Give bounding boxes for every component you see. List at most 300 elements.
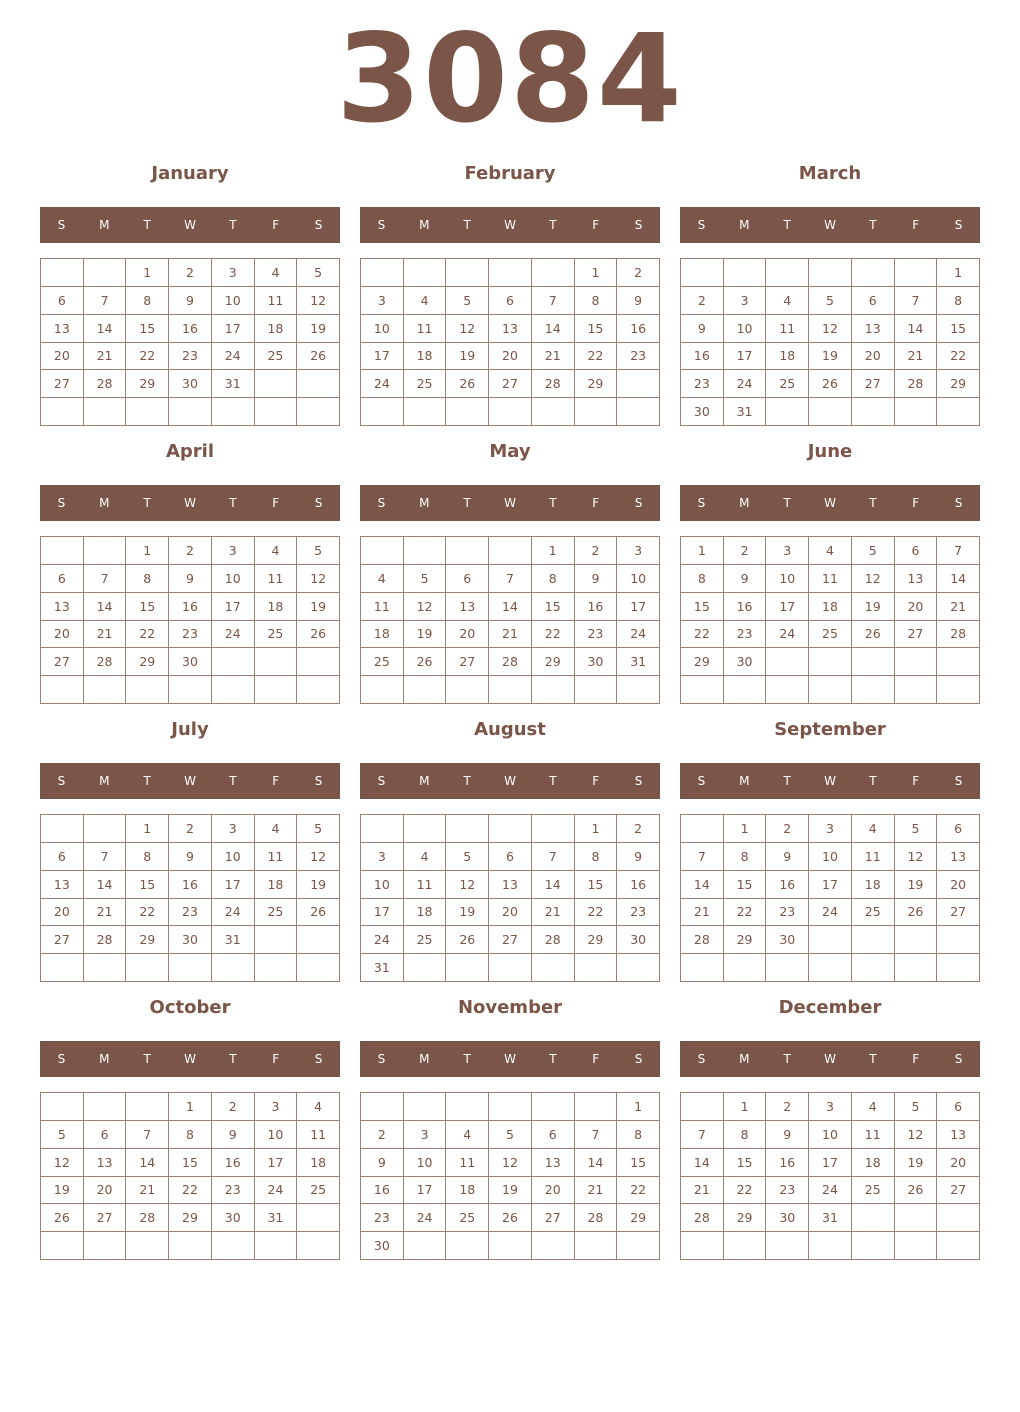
day-cell: 24 (404, 1204, 447, 1232)
empty-cell (404, 676, 447, 704)
day-cell: 16 (617, 871, 660, 899)
day-cell: 23 (681, 370, 724, 398)
day-cell: 26 (446, 370, 489, 398)
weekday-label: M (419, 1052, 430, 1066)
day-cell: 3 (809, 815, 852, 843)
weekday-label: F (592, 496, 600, 510)
day-cell: 30 (361, 1232, 404, 1260)
empty-cell (169, 676, 212, 704)
empty-cell (766, 676, 809, 704)
day-cell: 26 (489, 1204, 532, 1232)
day-cell: 29 (681, 648, 724, 676)
day-cell: 12 (446, 315, 489, 343)
weekday-header (360, 485, 660, 521)
weekday-header (40, 1041, 340, 1077)
year-title: 3084 (336, 8, 684, 150)
day-cell: 20 (41, 899, 84, 927)
day-cell: 15 (724, 1149, 767, 1177)
day-cell: 21 (84, 899, 127, 927)
day-cell: 12 (809, 315, 852, 343)
empty-cell (169, 1232, 212, 1260)
day-cell: 2 (169, 815, 212, 843)
day-cell: 26 (446, 926, 489, 954)
day-cell: 22 (724, 899, 767, 927)
day-cell: 17 (404, 1177, 447, 1205)
weekday-label: M (739, 496, 750, 510)
day-cell: 18 (297, 1149, 340, 1177)
day-cell: 9 (361, 1149, 404, 1177)
empty-cell (297, 398, 340, 426)
day-cell: 28 (84, 648, 127, 676)
day-cell: 24 (809, 1177, 852, 1205)
day-cell: 26 (895, 899, 938, 927)
day-cell: 3 (724, 287, 767, 315)
day-cell: 31 (724, 398, 767, 426)
empty-cell (681, 815, 724, 843)
day-cell: 5 (41, 1121, 84, 1149)
empty-cell (41, 676, 84, 704)
day-cell: 2 (575, 537, 618, 565)
day-cell: 20 (937, 1149, 980, 1177)
day-cell: 12 (297, 843, 340, 871)
day-cell: 13 (937, 843, 980, 871)
day-cell: 5 (297, 259, 340, 287)
empty-cell (852, 926, 895, 954)
day-cell: 27 (41, 648, 84, 676)
day-cell: 23 (766, 899, 809, 927)
day-cell: 14 (532, 315, 575, 343)
day-cell: 6 (532, 1121, 575, 1149)
day-cell: 6 (937, 1093, 980, 1121)
empty-cell (937, 398, 980, 426)
empty-cell (766, 398, 809, 426)
empty-cell (937, 1204, 980, 1232)
day-cell: 25 (766, 370, 809, 398)
empty-cell (41, 1232, 84, 1260)
day-cell: 5 (489, 1121, 532, 1149)
empty-cell (297, 1204, 340, 1232)
day-cell: 14 (937, 565, 980, 593)
day-cell: 3 (361, 287, 404, 315)
day-cell: 17 (361, 343, 404, 371)
day-cell: 10 (212, 287, 255, 315)
day-cell: 18 (766, 343, 809, 371)
day-cell: 11 (766, 315, 809, 343)
empty-cell (895, 926, 938, 954)
day-cell: 27 (41, 370, 84, 398)
day-cell: 17 (809, 871, 852, 899)
empty-cell (446, 1232, 489, 1260)
day-cell: 9 (681, 315, 724, 343)
day-cell: 19 (297, 315, 340, 343)
day-cell: 14 (84, 871, 127, 899)
day-cell: 14 (84, 593, 127, 621)
day-cell: 8 (126, 287, 169, 315)
day-cell: 14 (489, 593, 532, 621)
weekday-label: T (463, 774, 471, 788)
empty-cell (852, 259, 895, 287)
day-cell: 28 (84, 370, 127, 398)
weekday-label: T (783, 774, 791, 788)
weekday-label: T (143, 218, 151, 232)
day-cell: 30 (681, 398, 724, 426)
day-cell: 17 (212, 871, 255, 899)
empty-cell (212, 398, 255, 426)
month-title: October (149, 997, 231, 1018)
month-title: May (489, 441, 531, 462)
day-cell: 23 (169, 621, 212, 649)
day-cell: 28 (575, 1204, 618, 1232)
empty-cell (255, 648, 298, 676)
day-cell: 14 (84, 315, 127, 343)
empty-cell (617, 370, 660, 398)
empty-cell (895, 676, 938, 704)
day-cell: 22 (617, 1177, 660, 1205)
day-cell: 4 (255, 815, 298, 843)
day-cell: 7 (532, 843, 575, 871)
empty-cell (41, 259, 84, 287)
day-cell: 7 (895, 287, 938, 315)
day-cell: 13 (895, 565, 938, 593)
day-cell: 15 (681, 593, 724, 621)
weekday-label: W (504, 1052, 516, 1066)
empty-cell (126, 676, 169, 704)
weekday-label: S (57, 1052, 66, 1066)
empty-cell (404, 537, 447, 565)
day-cell: 24 (724, 370, 767, 398)
day-cell: 23 (575, 621, 618, 649)
day-grid (40, 258, 340, 426)
day-cell: 20 (489, 899, 532, 927)
day-cell: 4 (446, 1121, 489, 1149)
day-cell: 1 (126, 259, 169, 287)
day-cell: 28 (681, 926, 724, 954)
weekday-label: S (634, 218, 643, 232)
day-cell: 25 (852, 1177, 895, 1205)
day-cell: 23 (212, 1177, 255, 1205)
day-cell: 31 (255, 1204, 298, 1232)
empty-cell (126, 1232, 169, 1260)
weekday-label: F (592, 218, 600, 232)
day-cell: 1 (724, 1093, 767, 1121)
day-cell: 21 (681, 1177, 724, 1205)
day-grid (680, 536, 980, 704)
weekday-label: W (184, 1052, 196, 1066)
weekday-header (680, 763, 980, 799)
day-cell: 16 (361, 1177, 404, 1205)
empty-cell (532, 954, 575, 982)
day-cell: 24 (212, 899, 255, 927)
weekday-label: S (314, 218, 323, 232)
day-cell: 17 (212, 593, 255, 621)
month-title: April (165, 441, 215, 462)
empty-cell (937, 926, 980, 954)
day-cell: 6 (489, 287, 532, 315)
weekday-label: M (739, 774, 750, 788)
day-cell: 26 (41, 1204, 84, 1232)
weekday-label: S (697, 496, 706, 510)
month-title: November (457, 997, 563, 1018)
empty-cell (41, 398, 84, 426)
day-cell: 14 (681, 871, 724, 899)
empty-cell (126, 954, 169, 982)
day-grid (40, 1092, 340, 1260)
day-cell: 21 (84, 343, 127, 371)
weekday-label: W (504, 496, 516, 510)
day-cell: 6 (41, 843, 84, 871)
empty-cell (169, 398, 212, 426)
day-cell: 15 (126, 593, 169, 621)
weekday-label: M (99, 774, 110, 788)
day-cell: 28 (532, 926, 575, 954)
month-title: August (474, 719, 546, 740)
day-cell: 26 (297, 343, 340, 371)
day-cell: 21 (532, 343, 575, 371)
day-cell: 23 (617, 899, 660, 927)
day-cell: 27 (895, 621, 938, 649)
empty-cell (937, 954, 980, 982)
day-cell: 23 (617, 343, 660, 371)
day-cell: 17 (361, 899, 404, 927)
empty-cell (84, 1093, 127, 1121)
day-cell: 30 (212, 1204, 255, 1232)
day-cell: 28 (681, 1204, 724, 1232)
empty-cell (297, 1232, 340, 1260)
weekday-label: S (697, 1052, 706, 1066)
day-cell: 29 (169, 1204, 212, 1232)
day-cell: 2 (724, 537, 767, 565)
day-cell: 23 (766, 1177, 809, 1205)
day-cell: 7 (84, 287, 127, 315)
day-cell: 21 (489, 621, 532, 649)
day-cell: 9 (169, 843, 212, 871)
day-cell: 18 (852, 1149, 895, 1177)
day-cell: 25 (852, 899, 895, 927)
day-cell: 1 (532, 537, 575, 565)
day-cell: 28 (937, 621, 980, 649)
day-cell: 13 (84, 1149, 127, 1177)
day-cell: 12 (404, 593, 447, 621)
weekday-label: T (783, 218, 791, 232)
day-cell: 17 (255, 1149, 298, 1177)
day-cell: 5 (297, 537, 340, 565)
month-title: March (798, 163, 862, 184)
day-cell: 15 (617, 1149, 660, 1177)
day-cell: 23 (169, 899, 212, 927)
empty-cell (575, 1232, 618, 1260)
day-cell: 4 (809, 537, 852, 565)
empty-cell (617, 398, 660, 426)
day-grid (360, 814, 660, 982)
day-cell: 12 (852, 565, 895, 593)
day-cell: 4 (255, 259, 298, 287)
day-cell: 9 (212, 1121, 255, 1149)
empty-cell (575, 398, 618, 426)
day-cell: 23 (724, 621, 767, 649)
day-cell: 11 (255, 287, 298, 315)
day-cell: 29 (575, 370, 618, 398)
weekday-label: F (912, 774, 920, 788)
empty-cell (404, 259, 447, 287)
weekday-label: W (824, 218, 836, 232)
day-cell: 28 (532, 370, 575, 398)
day-cell: 24 (255, 1177, 298, 1205)
day-cell: 12 (297, 565, 340, 593)
day-cell: 4 (255, 537, 298, 565)
weekday-label: T (869, 496, 877, 510)
day-cell: 10 (766, 565, 809, 593)
day-cell: 27 (489, 370, 532, 398)
empty-cell (575, 954, 618, 982)
day-cell: 20 (895, 593, 938, 621)
day-cell: 7 (575, 1121, 618, 1149)
day-cell: 11 (446, 1149, 489, 1177)
day-cell: 20 (446, 621, 489, 649)
weekday-label: M (419, 496, 430, 510)
day-cell: 31 (809, 1204, 852, 1232)
day-cell: 27 (937, 1177, 980, 1205)
weekday-label: T (229, 774, 237, 788)
empty-cell (446, 676, 489, 704)
month-title: January (151, 163, 229, 184)
day-cell: 6 (84, 1121, 127, 1149)
day-cell: 13 (489, 315, 532, 343)
weekday-label: W (184, 774, 196, 788)
empty-cell (681, 259, 724, 287)
day-cell: 20 (852, 343, 895, 371)
weekday-label: S (57, 774, 66, 788)
empty-cell (681, 676, 724, 704)
day-cell: 30 (169, 370, 212, 398)
empty-cell (852, 398, 895, 426)
day-cell: 13 (489, 871, 532, 899)
day-cell: 4 (297, 1093, 340, 1121)
weekday-label: W (184, 496, 196, 510)
day-cell: 23 (361, 1204, 404, 1232)
weekday-label: W (824, 496, 836, 510)
day-cell: 20 (41, 343, 84, 371)
weekday-header (360, 207, 660, 243)
weekday-label: T (783, 1052, 791, 1066)
empty-cell (41, 815, 84, 843)
day-cell: 26 (297, 899, 340, 927)
weekday-header (360, 763, 660, 799)
weekday-label: T (869, 774, 877, 788)
day-cell: 8 (724, 1121, 767, 1149)
empty-cell (681, 1093, 724, 1121)
day-cell: 18 (446, 1177, 489, 1205)
day-cell: 3 (212, 537, 255, 565)
weekday-label: S (954, 1052, 963, 1066)
empty-cell (446, 815, 489, 843)
empty-cell (361, 259, 404, 287)
day-cell: 19 (895, 871, 938, 899)
empty-cell (766, 648, 809, 676)
day-cell: 10 (617, 565, 660, 593)
day-cell: 2 (766, 1093, 809, 1121)
day-cell: 9 (575, 565, 618, 593)
day-cell: 3 (617, 537, 660, 565)
month-title: September (774, 719, 886, 740)
day-cell: 18 (255, 315, 298, 343)
day-cell: 30 (617, 926, 660, 954)
empty-cell (84, 537, 127, 565)
day-cell: 17 (809, 1149, 852, 1177)
day-cell: 2 (169, 259, 212, 287)
day-cell: 30 (724, 648, 767, 676)
day-cell: 19 (446, 899, 489, 927)
empty-cell (41, 1093, 84, 1121)
day-cell: 9 (724, 565, 767, 593)
day-cell: 6 (852, 287, 895, 315)
day-cell: 7 (489, 565, 532, 593)
day-cell: 16 (575, 593, 618, 621)
day-cell: 22 (126, 621, 169, 649)
weekday-header (360, 1041, 660, 1077)
day-cell: 20 (489, 343, 532, 371)
weekday-label: F (912, 496, 920, 510)
day-cell: 27 (84, 1204, 127, 1232)
day-cell: 29 (126, 648, 169, 676)
day-cell: 9 (617, 843, 660, 871)
weekday-label: S (634, 496, 643, 510)
empty-cell (255, 398, 298, 426)
day-cell: 30 (766, 926, 809, 954)
empty-cell (489, 815, 532, 843)
day-cell: 7 (126, 1121, 169, 1149)
empty-cell (532, 676, 575, 704)
empty-cell (724, 1232, 767, 1260)
day-cell: 1 (126, 815, 169, 843)
empty-cell (895, 954, 938, 982)
day-cell: 1 (169, 1093, 212, 1121)
day-cell: 9 (169, 287, 212, 315)
day-cell: 18 (255, 593, 298, 621)
day-cell: 22 (532, 621, 575, 649)
empty-cell (212, 954, 255, 982)
weekday-label: M (99, 496, 110, 510)
empty-cell (532, 1232, 575, 1260)
empty-cell (446, 1093, 489, 1121)
day-cell: 26 (852, 621, 895, 649)
day-cell: 7 (84, 843, 127, 871)
day-cell: 8 (532, 565, 575, 593)
weekday-label: F (912, 218, 920, 232)
day-cell: 17 (617, 593, 660, 621)
day-cell: 1 (575, 815, 618, 843)
day-cell: 16 (169, 593, 212, 621)
day-cell: 13 (937, 1121, 980, 1149)
day-cell: 8 (575, 287, 618, 315)
empty-cell (255, 926, 298, 954)
empty-cell (489, 676, 532, 704)
day-cell: 21 (681, 899, 724, 927)
day-cell: 8 (126, 843, 169, 871)
day-cell: 15 (169, 1149, 212, 1177)
day-cell: 19 (895, 1149, 938, 1177)
empty-cell (809, 398, 852, 426)
weekday-label: T (549, 218, 557, 232)
weekday-label: S (377, 496, 386, 510)
empty-cell (895, 398, 938, 426)
weekday-label: S (697, 218, 706, 232)
day-cell: 1 (126, 537, 169, 565)
empty-cell (809, 676, 852, 704)
day-cell: 25 (809, 621, 852, 649)
empty-cell (575, 676, 618, 704)
empty-cell (937, 676, 980, 704)
empty-cell (766, 1232, 809, 1260)
